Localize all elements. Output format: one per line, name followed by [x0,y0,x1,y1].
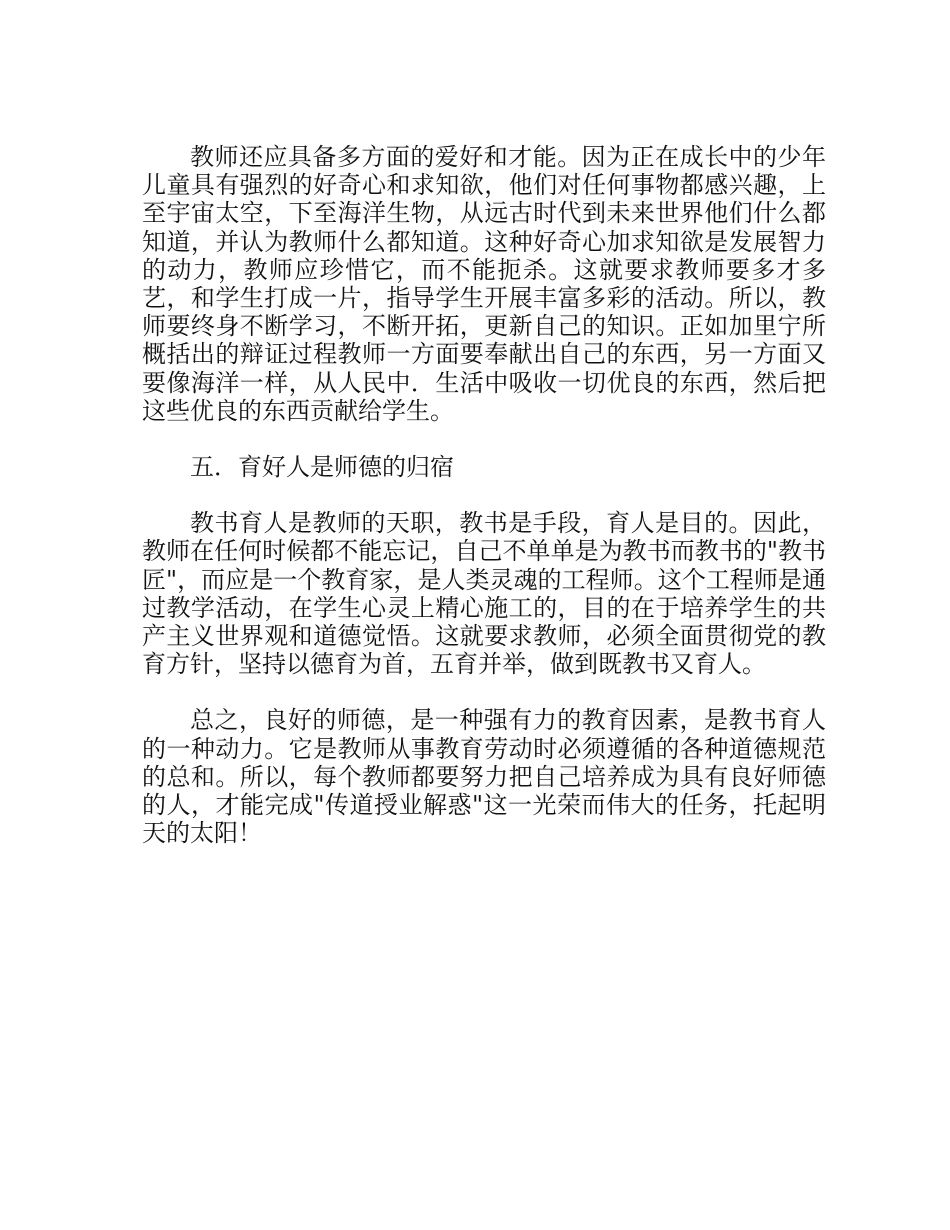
paragraph-conclusion: 总之，良好的师德，是一种强有力的教育因素，是教书育人的一种动力。它是教师从事教育劳动时必须遵循的各种道德规范的总和。所以，每个教师都要努力把自己培养成为具有良好师德的人，才能完成"传道授业解惑"这一光荣而伟大的任务，托起明天的太阳！ [142,706,826,848]
paragraph-teacher-talents: 教师还应具备多方面的爱好和才能。因为正在成长中的少年儿童具有强烈的好奇心和求知欲，他们对任何事物都感兴趣，上至宇宙太空，下至海洋生物，从远古时代到未来世界他们什么都知道，并认为教师什么都知道。这种好奇心加求知欲是发展智力的动力，教师应珍惜它，而不能扼杀。这就要求教师要多才多艺，和学生打成一片，指导学生开展丰富多彩的活动。所以，教师要终身不断学习，不断开拓，更新自己的知识。正如加里宁所概括出的辩证过程教师一方面要奉献出自己的东西，另一方面又要像海洋一样，从人民中．生活中吸收一切优良的东西，然后把这些优良的东西贡献给学生。 [142,143,826,425]
paragraph-gap [142,678,826,706]
paragraph-gap [142,425,826,453]
paragraph-gap [142,481,826,509]
paragraph-teaching-and-educating: 教书育人是教师的天职，教书是手段，育人是目的。因此，教师在任何时候都不能忘记，自己不单单是为教书而教书的"教书匠"，而应是一个教育家，是人类灵魂的工程师。这个工程师是通过教学活动，在学生心灵上精心施工的，目的在于培养学生的共产主义世界观和道德觉悟。这就要求教师，必须全面贯彻党的教育方针，坚持以德育为首，五育并举，做到既教书又育人。 [142,509,826,679]
section-heading: 五．育好人是师德的归宿 [190,453,454,482]
document-page [142,143,826,847]
